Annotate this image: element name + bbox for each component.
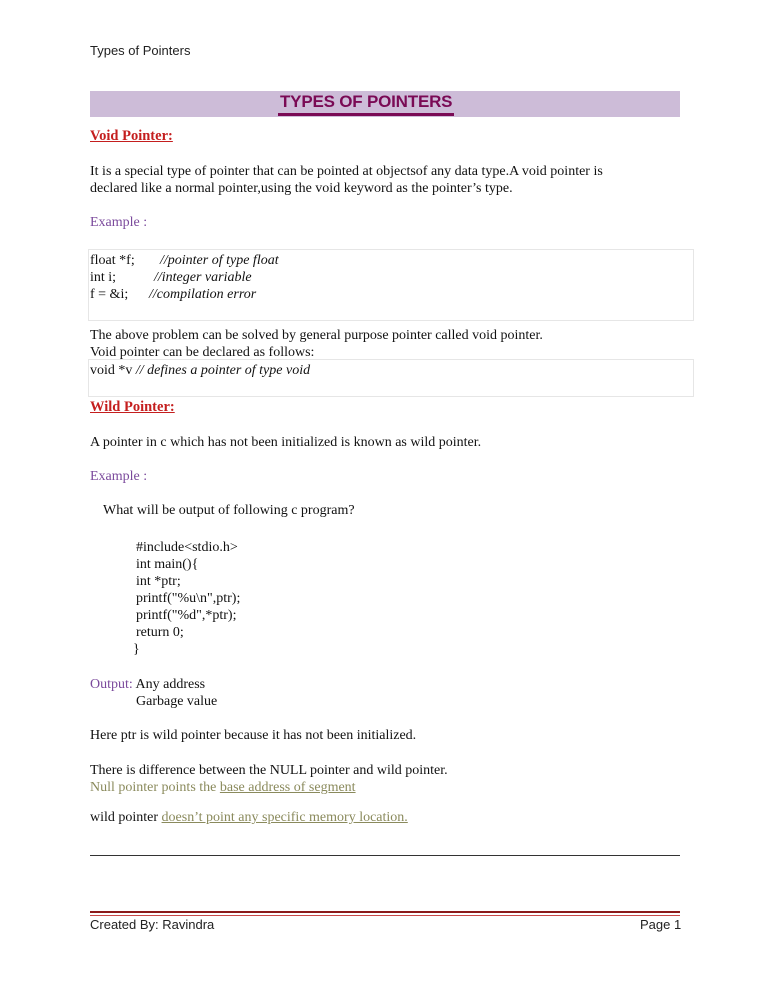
void-after-line1: The above problem can be solved by general purpose pointer called void pointer. xyxy=(90,328,543,343)
program-line-5: printf("%d",*ptr); xyxy=(136,608,237,623)
wild-pointer-text: wild pointer xyxy=(90,810,162,825)
footer-rule-thin xyxy=(90,915,680,916)
wild-pointer-heading: Wild Pointer: xyxy=(90,399,175,415)
wild-example-label: Example : xyxy=(90,469,148,484)
void-decl-comment: // defines a pointer of type void xyxy=(135,363,311,378)
program-line-3: int *ptr; xyxy=(136,574,181,589)
void-desc-line2: declared like a normal pointer,using the void keyword as the pointer’s type. xyxy=(90,181,513,196)
code-line-1-comment: //pointer of type float xyxy=(160,253,279,268)
code-line-3 xyxy=(90,286,257,303)
void-decl-line xyxy=(90,362,310,379)
null-pointer-link[interactable]: base address of segment xyxy=(219,780,356,795)
void-decl-code: void *v xyxy=(90,363,133,378)
wild-question: What will be output of following c program? xyxy=(103,503,355,518)
null-pointer-text: Null pointer points the xyxy=(90,780,220,795)
code-line-3-comment: //compilation error xyxy=(149,287,257,302)
output-value-2: Garbage value xyxy=(136,694,218,709)
footer-page-number: Page 1 xyxy=(640,917,682,932)
wild-desc: A pointer in c which has not been initialized is known as wild pointer. xyxy=(90,435,482,450)
void-pointer-heading: Void Pointer: xyxy=(90,128,173,144)
output-line xyxy=(90,676,205,693)
null-wild-difference: There is difference between the NULL pointer and wild pointer. xyxy=(90,763,448,778)
footer-author: Created By: Ravindra xyxy=(90,917,215,932)
null-pointer-line xyxy=(90,779,356,796)
void-example-label: Example : xyxy=(90,215,148,230)
program-line-1: #include<stdio.h> xyxy=(136,540,238,555)
page-title: TYPES OF POINTERS xyxy=(278,91,454,116)
program-line-6: return 0; xyxy=(136,625,184,640)
code-line-1-code: float *f; xyxy=(90,253,135,268)
program-line-4: printf("%u\n",ptr); xyxy=(136,591,241,606)
program-line-2: int main(){ xyxy=(136,557,199,572)
code-line-2-comment: //integer variable xyxy=(154,270,252,285)
footer-rule xyxy=(90,911,680,913)
program-line-7: } xyxy=(133,642,140,657)
wild-pointer-link[interactable]: doesn’t point any specific memory location. xyxy=(161,810,408,825)
code-line-2-code: int i; xyxy=(90,270,117,285)
output-value-1: Any address xyxy=(135,677,206,692)
page-header: Types of Pointers xyxy=(90,43,191,58)
output-label: Output: xyxy=(90,677,133,692)
void-after-line2: Void pointer can be declared as follows: xyxy=(90,345,315,360)
void-desc-line1: It is a special type of pointer that can be pointed at objectsof any data type.A void pointer is xyxy=(90,164,603,179)
code-line-1 xyxy=(90,252,279,269)
content-divider xyxy=(90,855,680,856)
code-line-2 xyxy=(90,269,252,286)
code-line-3-code: f = &i; xyxy=(90,287,129,302)
wild-explanation: Here ptr is wild pointer because it has not been initialized. xyxy=(90,728,417,743)
wild-pointer-line xyxy=(90,809,408,826)
